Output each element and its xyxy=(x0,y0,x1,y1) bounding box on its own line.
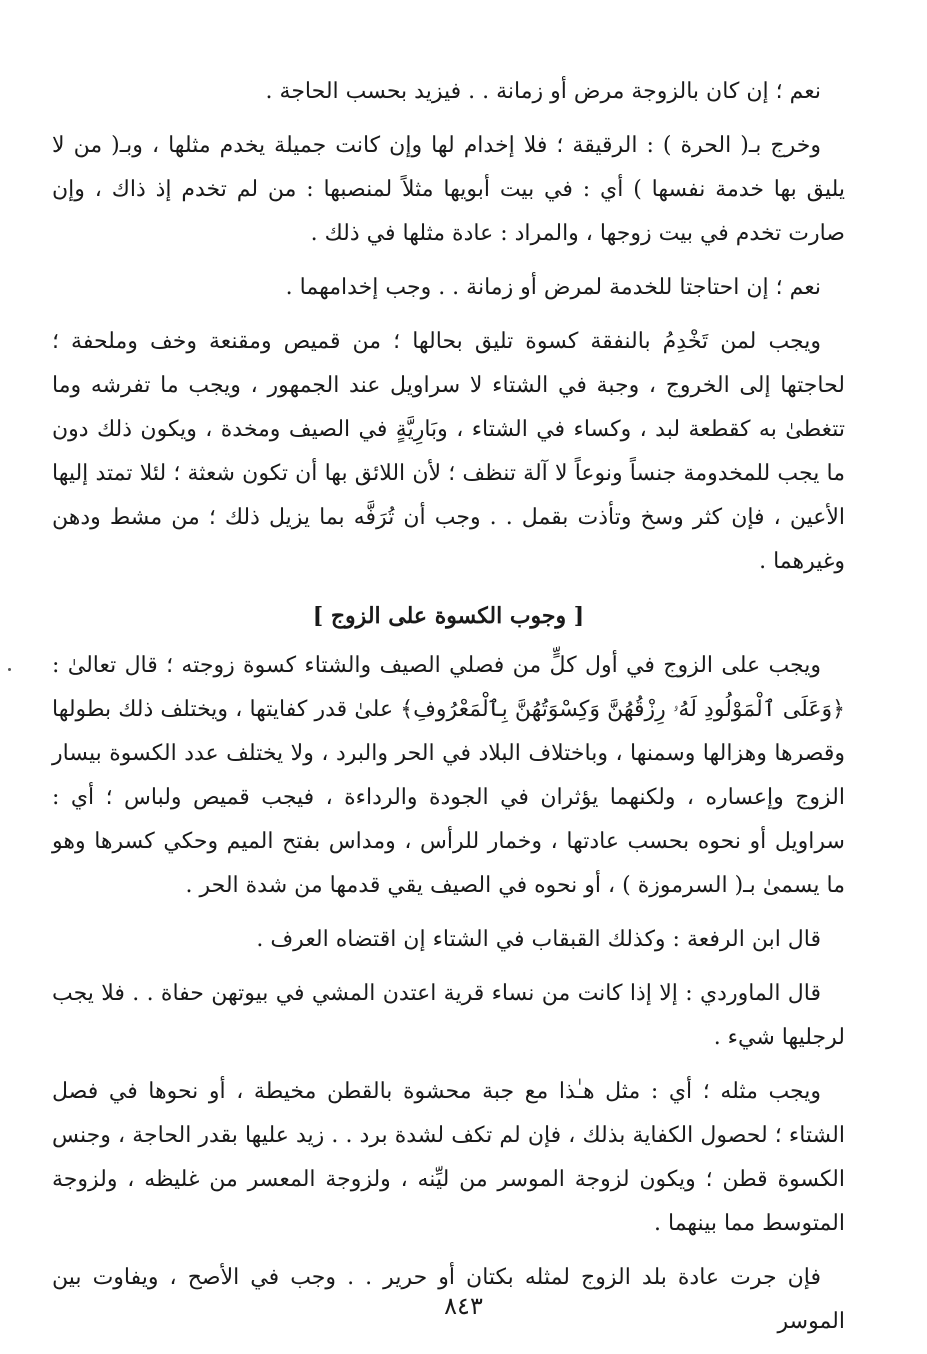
paragraph-8: ويجب مثله ؛ أي : مثل هـٰذا مع جبة محشوة بالقطن مخيطة ، أو نحوها في فصل الشتاء ؛ لحصول الكفاية بذلك ، فإن لم تكف لشدة برد . . زيد عليها بقدر الحاجة ، وجنس الكسوة قطن ؛ ويكون لزوجة الموسر من ليِّنه ، ولزوجة المعسر من غليظه ، ولزوجة المتوسط مما بينهما . xyxy=(52,1079,845,1236)
paragraph-6: قال ابن الرفعة : وكذلك القبقاب في الشتاء إن اقتضاه العرف . xyxy=(256,927,821,952)
paragraph-3: نعم ؛ إن احتاجتا للخدمة لمرض أو زمانة . . وجب إخدامهما . xyxy=(285,275,821,300)
paragraph-1: نعم ؛ إن كان بالزوجة مرض أو زمانة . . فيزيد بحسب الحاجة . xyxy=(265,79,821,104)
paragraph-7: قال الماوردي : إلا إذا كانت من نساء قرية اعتدن المشي في بيوتهن حفاة . . فلا يجب لرجليها شيء . xyxy=(52,981,845,1050)
scan-speck xyxy=(8,668,11,671)
section-heading: [ وجوب الكسوة على الزوج ] xyxy=(312,603,585,629)
paragraph-2: وخرج بـ( الحرة ) : الرقيقة ؛ فلا إخدام لها وإن كانت جميلة يخدم مثلها ، وبـ( من لا يليق بها خدمة نفسها ) أي : في بيت أبويها مثلاً لمنصبها : من لم تخدم إذ ذاك ، وإن صارت تخدم في بيت زوجها ، والمراد : عادة مثلها في ذلك . xyxy=(52,133,845,246)
paragraph-5: ويجب على الزوج في أول كلٍّ من فصلي الصيف والشتاء كسوة زوجته ؛ قال تعالىٰ : ﴿وَعَلَى ٱلْمَوْلُودِ لَهُۥ رِزْقُهُنَّ وَكِسْوَتُهُنَّ بِٱلْمَعْرُوفِ﴾ علىٰ قدر كفايتها ، ويختلف ذلك بطولها وقصرها وهزالها وسمنها ، وباختلاف البلاد في الحر والبرد ، ولا يختلف عدد الكسوة بيسار الزوج وإعساره ، ولكنهما يؤثران في الجودة والرداءة ، فيجب قميص ولباس ؛ أي : سراويل أو نحوه بحسب عادتها ، وخمار للرأس ، ومداس بفتح الميم وحكي كسرها وهو ما يسمىٰ بـ( السرموزة ) ، أو نحوه في الصيف يقي قدمها من شدة الحر . xyxy=(52,653,845,898)
page-number: ٨٤٣ xyxy=(444,1292,483,1320)
paragraph-9: فإن جرت عادة بلد الزوج لمثله بكتان أو حرير . . وجب في الأصح ، ويفاوت بين الموسر xyxy=(52,1265,845,1334)
document-body xyxy=(52,70,845,1354)
paragraph-4: ويجب لمن تَخْدِمُ بالنفقة كسوة تليق بحالها ؛ من قميص ومقنعة وخف وملحفة ؛ لحاجتها إلى الخروج ، وجبة في الشتاء لا سراويل عند الجمهور ، ويجب ما تفرشه وما تتغطىٰ به كقطعة لبد ، وكساء في الشتاء ، وبَارِيَّةٍ في الصيف ومخدة ، ويكون ذلك دون ما يجب للمخدومة جنساً ونوعاً لا آلة تنظف ؛ لأن اللائق بها أن تكون شعثة ؛ لئلا تمتد إليها الأعين ، فإن كثر وسخ وتأذت بقمل . . وجب أن تُرَفَّه بما يزيل ذلك ؛ من مشط ودهن وغيرهما . xyxy=(52,329,845,574)
